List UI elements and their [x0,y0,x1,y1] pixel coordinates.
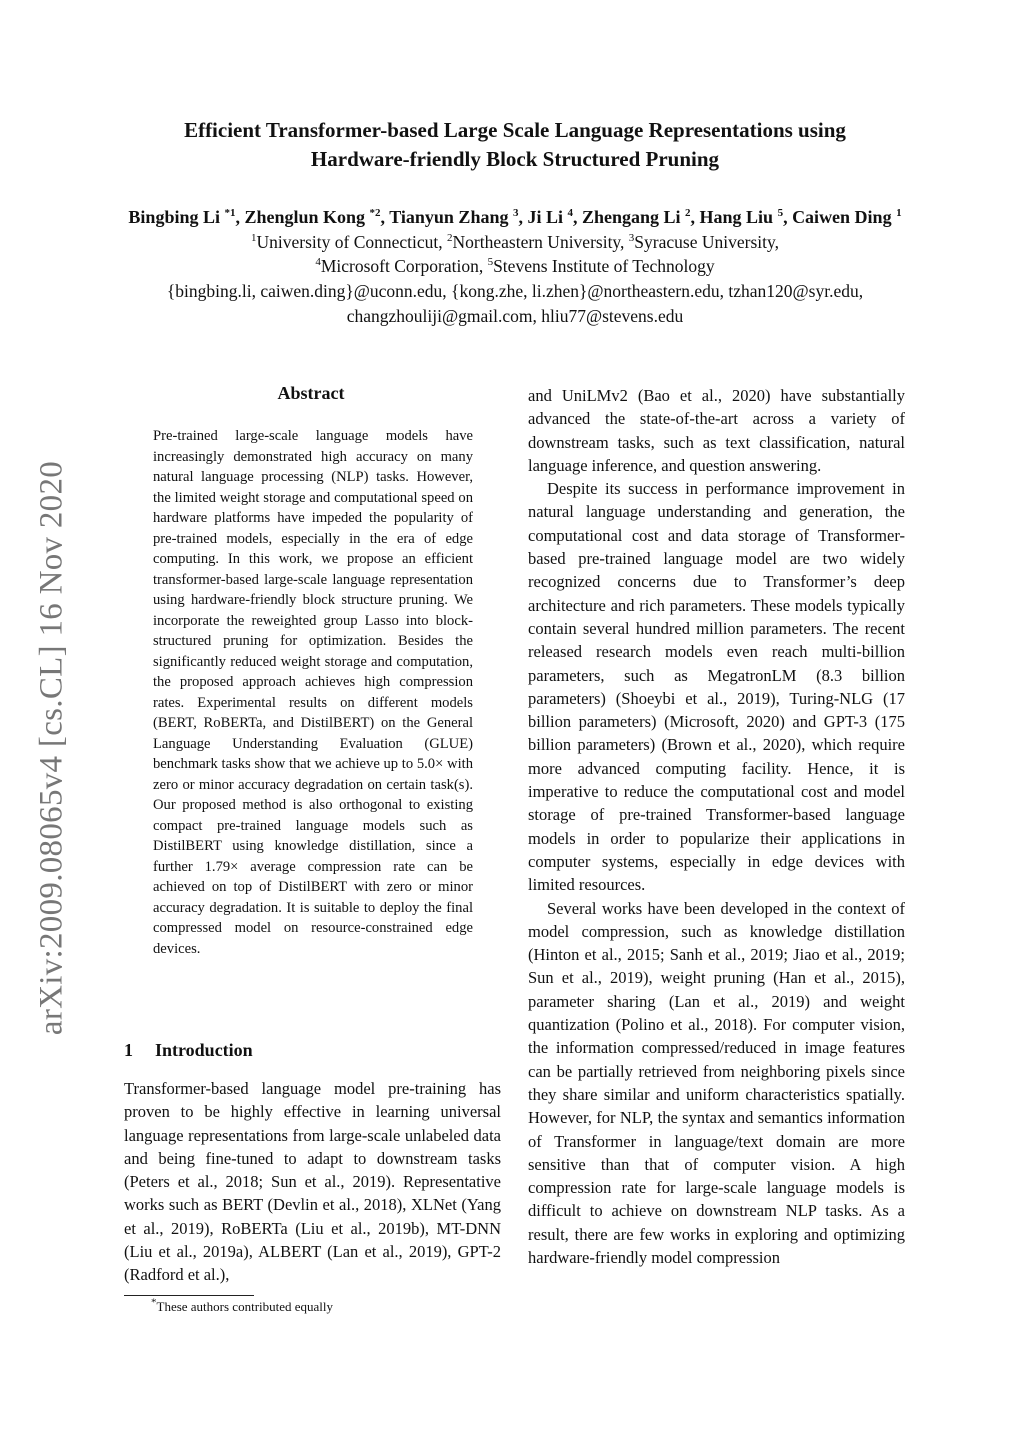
author-affiliation-mark: 4 [567,207,573,219]
affiliation-mark: 4 [315,256,321,269]
abstract-heading: Abstract [277,383,345,403]
author-name: Tianyun Zhang [389,207,509,227]
paragraph: Several works have been developed in the context of model compression, such as knowledge distillation (Hinton et al., 2015; Sanh et al., 2019; Jiao et al., 2019; Sun et al., 2019), weight pruning (Han et al., 2015), parameter sharing (Lan et al., 2019) and weight quantization (Polino et al., 2018). For computer vision, the information compressed/reduced in image features can be partially retrieved from neighboring pixels since they share similar and uniform characteristics spatially. However, for NLP, the syntax and semantics information of Transformer in language/text domain are more sensitive than that of computer vision. A high compression rate for large-scale language models is difficult to achieve on downstream NLP tasks. As a result, there are few works in exploring and optimizing hardware-friendly model compression [528,898,905,1267]
affiliation-mark: 1 [251,232,257,245]
paragraph: and UniLMv2 (Bao et al., 2020) have substantially advanced the state-of-the-art across a variety of downstream tasks, such as text classification, natural language inference, and question answering. [528,386,905,475]
affiliation-name: Microsoft Corporation, [320,256,484,276]
author-name: Bingbing Li [128,207,220,227]
author-list: Bingbing Li $^{*1}$, Zhenglun Kong $^{*2}$, Tianyun Zhang $^3$, Ji Li $^4$, Zhengang Li $^2$, Hang Liu $^5$, Caiwen Ding $^1$ [128,207,902,227]
email-line-2: changzhouliji@gmail.com, hliu77@stevens.edu [346,305,684,326]
affiliation-name: Syracuse University, [634,232,779,252]
footnote [151,1296,334,1315]
author-name: Zhengang Li [581,207,681,227]
affiliation-mark: 3 [628,232,635,245]
title-line-1: Efficient Transformer-based Large Scale Language Representations using [184,118,846,142]
affiliations-line-2 [40,254,990,279]
email-line-1: {bingbing.li, caiwen.ding}@uconn.edu, {kong.zhe, li.zhen}@northeastern.edu, tzhan120@syr.edu, [166,281,864,301]
author-name: Caiwen Ding [792,207,892,227]
author-name: Zhenglun Kong [244,207,366,227]
abstract-text: Pre-trained large-scale language models have increasingly demonstrated high accuracy on many natural language processing (NLP) tasks. However, the limited weight storage and computational speed on hardware platforms have impeded the popularity of pre-trained models, especially in the era of edge computing. In this work, we propose an efficient transformer-based large-scale language representation using hardware-friendly block structure pruning. We incorporate the reweighted group Lasso into block-structured pruning for optimization. Besides the significantly reduced weight storage and computation, the proposed approach achieves high compression rates. Experimental results on different models (BERT, RoBERTa, and DistilBERT) on the General Language Understanding Evaluation (GLUE) benchmark tasks show that we achieve up to 5.0× with zero or minor accuracy degradation on certain task(s). Our proposed method is also orthogonal to existing compact pre-trained language models such as DistilBERT using knowledge distillation, since a further 1.79× average compression rate can be achieved on top of DistilBERT with zero or minor accuracy degradation. It is suitable to deploy the final compressed model on resource-constrained edge devices. [153,428,473,957]
affiliation-mark: 5 [487,256,494,269]
introduction-left-column: Transformer-based language model pre-training has proven to be highly effective in learning universal language representations from large-scale unlabeled data and being fine-tuned to adapt to downstream tasks (Peters et al., 2018; Sun et al., 2019). Representative works such as BERT (Devlin et al., 2018), XLNet (Yang et al., 2019), RoBERTa (Liu et al., 2019b), MT-DNN (Liu et al., 2019a), ALBERT (Lan et al., 2019), GPT-2 (Radford et al.), [124,1079,501,1285]
footnote-mark: * [151,1296,157,1309]
paragraph: Despite its success in performance improvement in natural language understanding and generation, the computational cost and data storage of Transformer-based pre-trained language model are two widely recognized concerns due to Transformer’s deep architecture and rich parameters. These models typically contain several hundred million parameters. The recent released research models even reach multi-billion parameters, such as MegatronLM (8.3 billion parameters) (Shoeybi et al., 2019), Turing-NLG (17 billion parameters) (Microsoft, 2020) and GPT-3 (175 billion parameters) (Brown et al., 2020), which require more advanced computing facility. Hence, it is imperative to reduce the computational cost and model storage of pre-trained Transformer-based language models in order to popularize their applications in computer systems, especially in edge devices with limited resources. [528,479,905,895]
section-number: 1 [124,1040,133,1060]
affiliation-name: University of Connecticut, [256,232,443,252]
author-affiliation-mark: 2 [685,207,691,219]
footnote-divider [124,1295,254,1296]
author-name: Hang Liu [699,207,774,227]
section-title: Introduction [155,1040,253,1060]
author-affiliation-mark: *2 [369,207,381,219]
author-affiliation-mark: *1 [224,207,236,219]
arxiv-identifier-stamp: arXiv:2009.08065v4 [cs.CL] 16 Nov 2020 [33,460,70,1036]
author-affiliation-mark: 3 [512,207,519,219]
introduction-right-column [528,384,905,1269]
author-affiliation-mark: 5 [777,207,784,219]
affiliations-line-1 [40,230,990,255]
author-emails [40,279,990,328]
author-name: Ji Li [527,207,563,227]
footnote-text: These authors contributed equally [156,1299,334,1314]
author-affiliation-mark: 1 [896,207,902,219]
title-line-2: Hardware-friendly Block Structured Pruning [310,147,720,171]
affiliation-name: Stevens Institute of Technology [493,256,715,276]
section-heading-introduction [124,1040,253,1061]
affiliation-mark: 2 [447,232,453,245]
affiliation-name: Northeastern University, [452,232,625,252]
paper-title [90,116,940,174]
